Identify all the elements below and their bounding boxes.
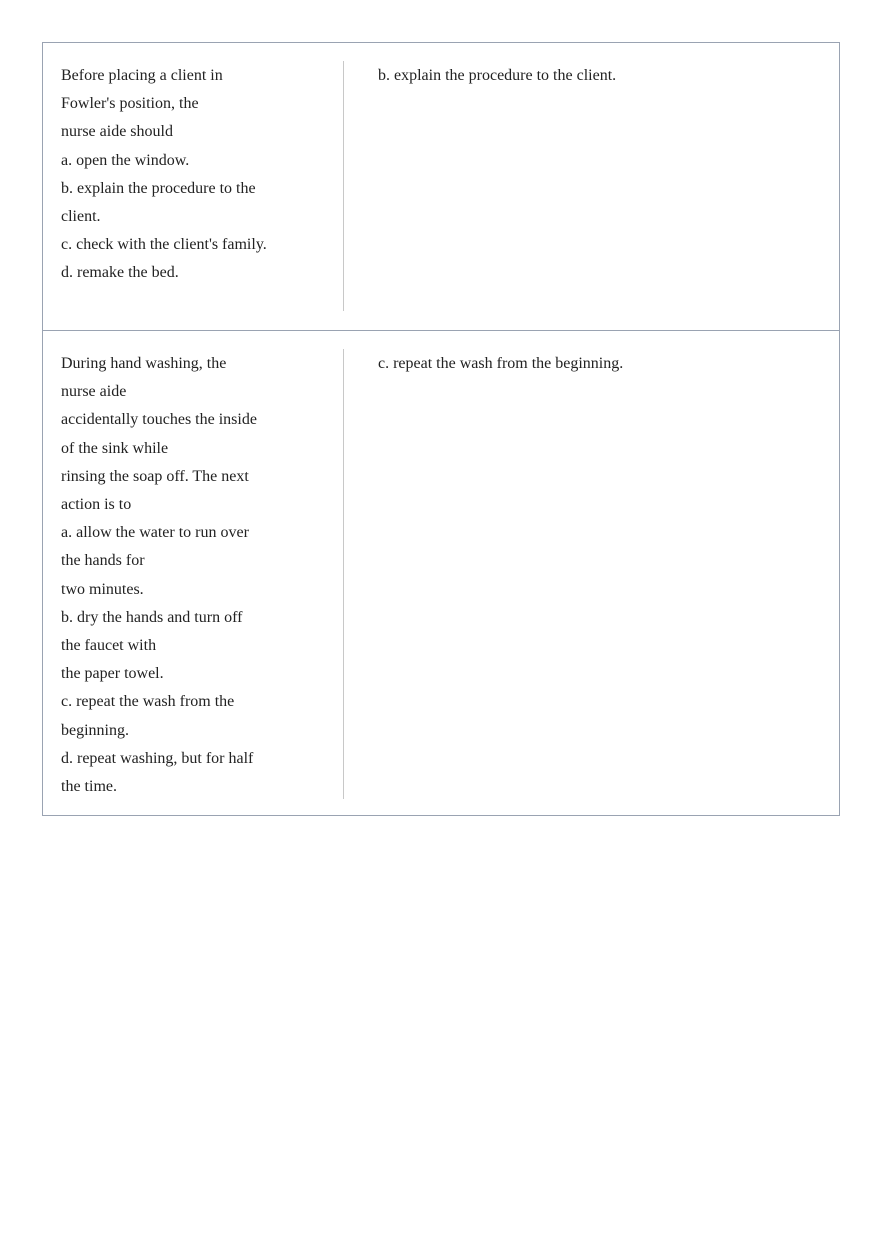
option-line: the paper towel. — [61, 665, 164, 683]
question-line: of the sink while — [61, 439, 169, 457]
option-line: d. remake the bed. — [61, 264, 179, 282]
option-line: c. repeat the wash from the — [61, 693, 235, 711]
flashcard — [43, 331, 839, 815]
column-divider — [343, 349, 344, 799]
option-line: client. — [61, 208, 101, 226]
option-line: the faucet with — [61, 637, 157, 655]
question-line: Fowler's position, the — [61, 95, 199, 113]
option-line: beginning. — [61, 721, 129, 739]
option-line: b. explain the procedure to the — [61, 179, 256, 197]
column-divider — [343, 61, 344, 311]
option-line: two minutes. — [61, 580, 144, 598]
question-line: nurse aide — [61, 383, 127, 401]
question-text — [61, 62, 301, 288]
option-line: a. open the window. — [61, 151, 190, 169]
option-line: b. dry the hands and turn off — [61, 608, 243, 626]
question-line: accidentally touches the inside — [61, 411, 257, 429]
option-line: the time. — [61, 778, 117, 796]
answer-text: c. repeat the wash from the beginning. — [378, 355, 624, 372]
question-line: Before placing a client in — [61, 67, 223, 84]
flashcard-table — [42, 42, 840, 816]
question-line: action is to — [61, 496, 132, 514]
option-line: d. repeat washing, but for half — [61, 749, 254, 767]
option-line: the hands for — [61, 552, 145, 570]
flashcard — [43, 43, 839, 331]
question-text — [61, 350, 301, 801]
option-line: a. allow the water to run over — [61, 524, 249, 542]
question-line: rinsing the soap off. The next — [61, 467, 249, 485]
option-line: c. check with the client's family. — [61, 236, 267, 254]
question-line: nurse aide should — [61, 123, 173, 141]
question-line: During hand washing, the — [61, 355, 227, 372]
answer-text: b. explain the procedure to the client. — [378, 67, 617, 84]
